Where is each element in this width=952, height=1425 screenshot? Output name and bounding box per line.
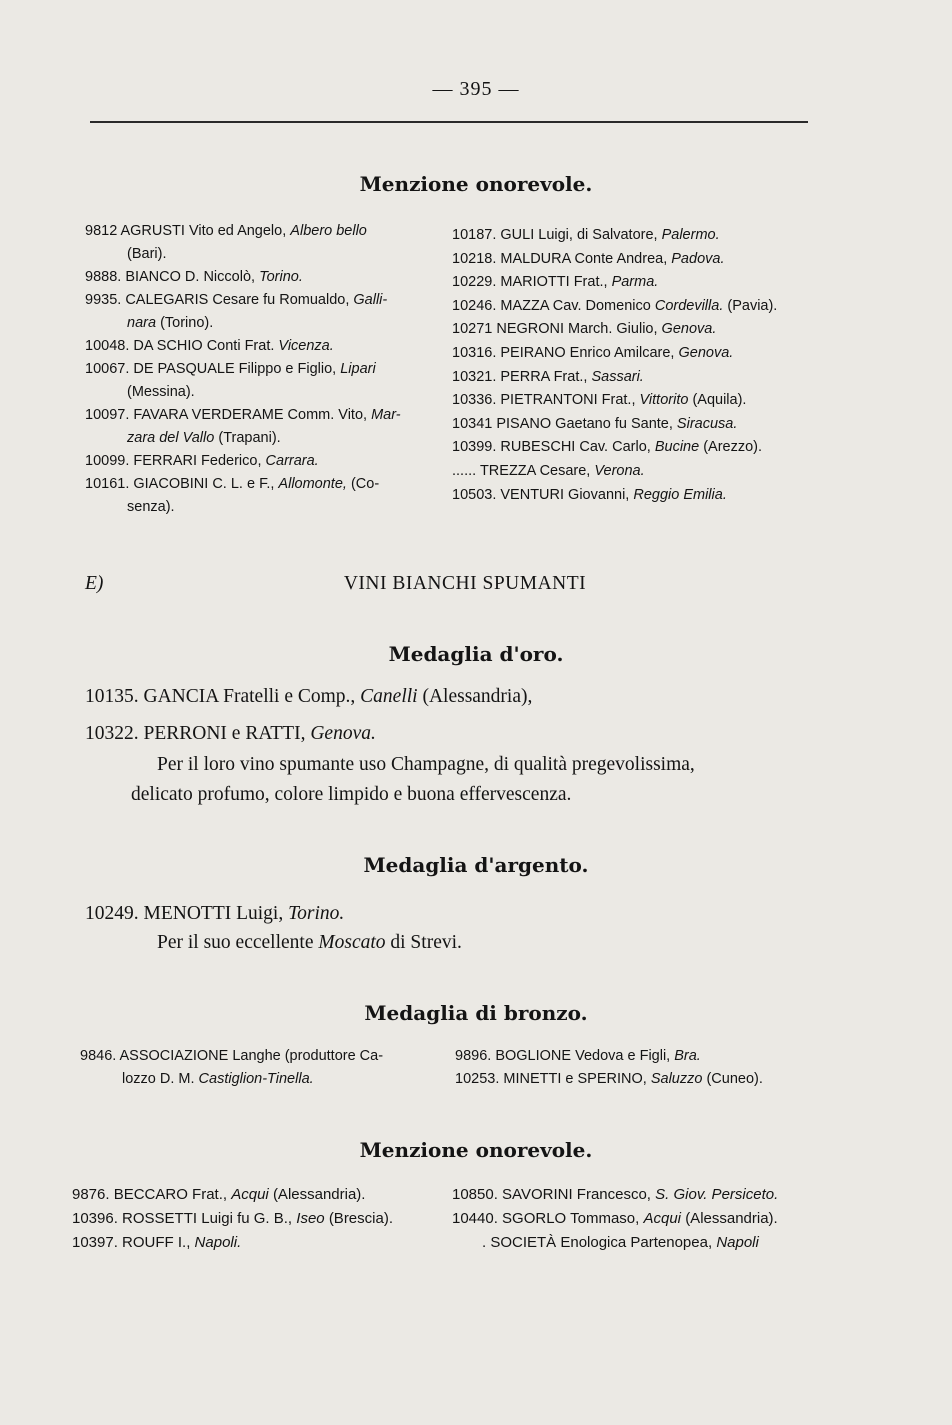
entry-place: Mar- xyxy=(371,407,401,423)
entry-text: 10097. FAVARA VERDERAME Comm. Vito, xyxy=(85,407,368,423)
section-heading-menzione-2: Menzione onorevole. xyxy=(359,1138,593,1162)
entry-place: Torino. xyxy=(259,269,303,285)
entry-number: 10321. xyxy=(452,368,497,385)
entry-text: (Bari). xyxy=(127,246,167,262)
page-number: — 395 — xyxy=(432,78,520,100)
entry-place: Bra. xyxy=(674,1048,701,1064)
entry-number: 10187. xyxy=(452,227,497,243)
entry-number: 10336. xyxy=(452,392,497,409)
list-item xyxy=(452,342,842,366)
entry-text: 9812 AGRUSTI Vito ed Angelo, xyxy=(85,223,287,239)
section-heading-argento: Medaglia d'argento. xyxy=(363,853,589,877)
entry-number: 10503. xyxy=(452,486,497,503)
entry-text: RUBESCHI Cav. Carlo, xyxy=(500,439,651,456)
entry-place: Palermo. xyxy=(661,227,720,243)
section-title: VINI BIANCHI SPUMANTI xyxy=(343,573,587,594)
entry-text: 10099. FERRARI Federico, xyxy=(85,453,262,469)
entry-text: VENTURI Giovanni, xyxy=(500,486,630,503)
list-item xyxy=(85,289,440,335)
list-item xyxy=(72,1231,442,1255)
entry-place: Genova. xyxy=(678,344,734,361)
list-item xyxy=(452,389,842,413)
entry-number: 10229. xyxy=(452,274,497,291)
list-item xyxy=(452,295,842,319)
entry-number: 10218. xyxy=(452,250,497,267)
entry-place: Reggio Emilia. xyxy=(633,486,727,503)
award-entry xyxy=(85,686,532,708)
entry-number: 10246. xyxy=(452,297,497,314)
entry-number: 10341 xyxy=(452,415,493,432)
entry-text: lozzo D. M. xyxy=(122,1071,195,1087)
award-entry xyxy=(85,903,344,925)
entry-place: S. Giov. Persiceto. xyxy=(655,1186,779,1203)
list-item xyxy=(452,224,842,248)
entry-number: 10399. xyxy=(452,439,497,456)
entry-place: Castiglion-Tinella. xyxy=(198,1071,314,1087)
entry-text: 10161. GIACOBINI C. L. e F., xyxy=(85,476,275,492)
entry-place: Sassari. xyxy=(591,368,644,385)
entry-text: PIETRANTONI Frat., xyxy=(500,392,636,409)
list-item xyxy=(452,413,842,437)
entry-place: Torino. xyxy=(288,903,345,924)
list-item xyxy=(452,271,842,295)
entry-number: 10316. xyxy=(452,344,497,361)
list-item xyxy=(85,266,440,289)
entry-place: Napoli xyxy=(716,1234,759,1251)
entry-text: 10135. GANCIA Fratelli e Comp., xyxy=(85,686,356,707)
entry-place: Acqui xyxy=(643,1210,682,1227)
list-item xyxy=(455,1045,845,1068)
list-item xyxy=(80,1045,440,1068)
entry-place: Iseo xyxy=(296,1210,325,1227)
entry-text: 10440. SGORLO Tommaso, xyxy=(452,1210,640,1227)
list-item xyxy=(85,473,440,519)
entry-text: 9876. BECCARO Frat., xyxy=(72,1186,228,1203)
entry-place: nara xyxy=(127,315,157,331)
list-item xyxy=(85,358,440,404)
award-description: delicato profumo, colore limpido e buona effervescenza. xyxy=(131,784,572,805)
entry-text: GULI Luigi, di Salvatore, xyxy=(500,227,658,243)
section-heading-oro: Medaglia d'oro. xyxy=(388,642,564,666)
entry-text: 10322. PERRONI e RATTI, xyxy=(85,723,306,744)
list-item xyxy=(452,436,842,460)
entry-place: Vicenza. xyxy=(278,338,334,354)
header-rule xyxy=(90,121,808,123)
list-item xyxy=(85,335,440,358)
entry-text: 10067. DE PASQUALE Filippo e Figlio, xyxy=(85,361,337,377)
entry-number: 10271 xyxy=(452,321,493,338)
bronzo-right-column xyxy=(455,1045,845,1091)
list-item xyxy=(85,220,440,266)
list-item xyxy=(452,1183,847,1207)
menzione-1-right-column xyxy=(452,224,842,507)
entry-text: MARIOTTI Frat., xyxy=(500,274,608,291)
section-letter: E) xyxy=(85,573,104,594)
list-item xyxy=(72,1183,442,1207)
entry-text: 10048. DA SCHIO Conti Frat. xyxy=(85,338,275,354)
section-heading-menzione-1: Menzione onorevole. xyxy=(359,172,593,196)
entry-text: PEIRANO Enrico Amilcare, xyxy=(500,344,675,361)
menzione-1-left-column xyxy=(85,220,440,519)
entry-text: NEGRONI March. Giulio, xyxy=(496,321,658,338)
entry-text: MALDURA Conte Andrea, xyxy=(500,250,668,267)
entry-text: (Arezzo). xyxy=(703,439,763,456)
entry-text: 9846. ASSOCIAZIONE Langhe (produttore Ca- xyxy=(80,1048,384,1064)
entry-place: Bucine xyxy=(654,439,700,456)
entry-text: 10850. SAVORINI Francesco, xyxy=(452,1186,651,1203)
list-item xyxy=(72,1207,442,1231)
entry-text: (Co- xyxy=(350,476,380,492)
entry-text: (Alessandria), xyxy=(422,686,533,707)
description-text: Per il suo eccellente xyxy=(157,932,314,953)
award-description: Per il loro vino spumante uso Champagne, di qualità pregevolissima, xyxy=(157,754,695,775)
entry-number: ...... xyxy=(452,462,477,479)
entry-text: PERRA Frat., xyxy=(500,368,588,385)
entry-text: 10249. MENOTTI Luigi, xyxy=(85,903,284,924)
entry-place: Acqui xyxy=(231,1186,269,1203)
menzione-2-right-column xyxy=(452,1183,847,1255)
award-description xyxy=(157,932,462,954)
entry-text: 10397. ROUFF I., xyxy=(72,1234,191,1251)
list-item xyxy=(452,484,842,508)
entry-place: Allomonte, xyxy=(278,476,347,492)
entry-place: Canelli xyxy=(360,686,418,707)
menzione-2-left-column xyxy=(72,1183,442,1255)
list-item xyxy=(452,1207,847,1231)
description-italic: Moscato xyxy=(318,932,386,953)
entry-place: Genova. xyxy=(310,723,376,744)
entry-text: (Messina). xyxy=(127,384,195,400)
entry-place: Carrara. xyxy=(265,453,319,469)
entry-place: zara del Vallo xyxy=(127,430,215,446)
list-item xyxy=(455,1068,845,1091)
entry-text: (Alessandria). xyxy=(272,1186,366,1203)
entry-place: Lipari xyxy=(340,361,376,377)
entry-place: Albero bello xyxy=(290,223,367,239)
entry-text: (Torino). xyxy=(160,315,214,331)
list-item xyxy=(452,366,842,390)
entry-text: (Pavia). xyxy=(727,297,778,314)
entry-place: Cordevilla. xyxy=(654,297,724,314)
entry-place: Parma. xyxy=(611,274,659,291)
entry-place: Saluzzo xyxy=(650,1071,703,1087)
entry-text: MAZZA Cav. Domenico xyxy=(500,297,651,314)
entry-text: (Alessandria). xyxy=(685,1210,778,1227)
entry-place: Napoli. xyxy=(194,1234,242,1251)
entry-place: Padova. xyxy=(671,250,725,267)
list-item xyxy=(85,404,440,450)
entry-text: (Trapani). xyxy=(218,430,281,446)
entry-text: 10396. ROSSETTI Luigi fu G. B., xyxy=(72,1210,293,1227)
entry-text: (Aquila). xyxy=(692,392,747,409)
list-item xyxy=(452,1231,847,1255)
entry-place: Genova. xyxy=(661,321,717,338)
entry-text: (Cuneo). xyxy=(706,1071,763,1087)
entry-place: Verona. xyxy=(594,462,645,479)
section-heading-bronzo: Medaglia di bronzo. xyxy=(364,1001,588,1025)
description-text: di Strevi. xyxy=(390,932,462,953)
entry-text: 10253. MINETTI e SPERINO, xyxy=(455,1071,647,1087)
award-entry xyxy=(85,723,376,745)
entry-text: (Brescia). xyxy=(328,1210,393,1227)
list-item xyxy=(85,450,440,473)
entry-text: PISANO Gaetano fu Sante, xyxy=(496,415,673,432)
entry-place: Vittorito xyxy=(639,392,689,409)
list-item-cont xyxy=(80,1068,440,1091)
entry-place: Galli- xyxy=(353,292,388,308)
list-item xyxy=(452,460,842,484)
entry-place: Siracusa. xyxy=(676,415,738,432)
bronzo-left-column xyxy=(80,1045,440,1091)
entry-text: TREZZA Cesare, xyxy=(479,462,591,479)
list-item xyxy=(452,318,842,342)
entry-text: senza). xyxy=(127,499,175,515)
entry-text: 9935. CALEGARIS Cesare fu Romualdo, xyxy=(85,292,350,308)
entry-text: . SOCIETÀ Enologica Partenopea, xyxy=(482,1234,713,1251)
list-item xyxy=(452,248,842,272)
entry-text: 9888. BIANCO D. Niccolò, xyxy=(85,269,256,285)
entry-text: 9896. BOGLIONE Vedova e Figli, xyxy=(455,1048,671,1064)
